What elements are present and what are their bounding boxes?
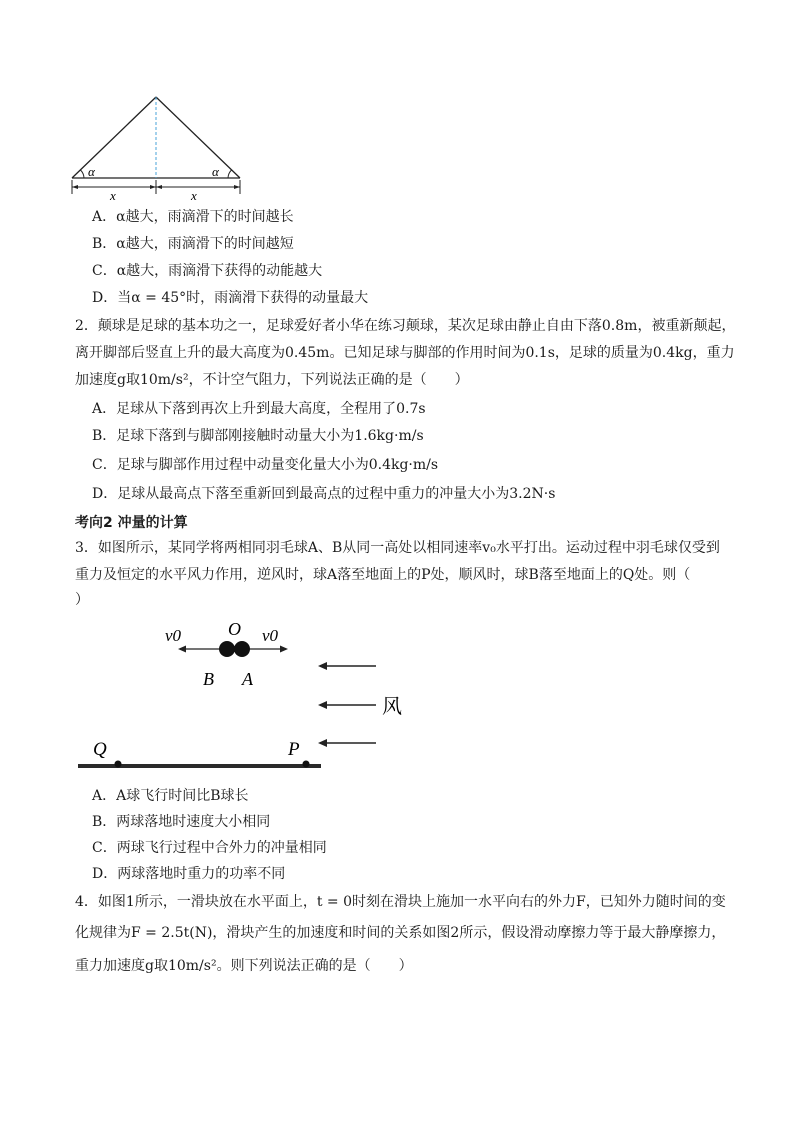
- q3-option-c: C．两球飞行过程中合外力的冲量相同: [92, 840, 327, 856]
- point-p: [303, 761, 310, 768]
- ball-a: [234, 641, 250, 657]
- q2-option-c: C．足球与脚部作用过程中动量变化量大小为0.4kg·m/s: [92, 457, 439, 473]
- velocity-label-right: v0: [262, 626, 279, 645]
- q2-stem-line1: 2．颠球是足球的基本功之一，足球爱好者小华在练习颠球，某次足球由静止自由下落0.8m，被重新颠起，: [75, 318, 736, 334]
- point-q: [115, 761, 122, 768]
- angle-arc-right: [228, 170, 232, 178]
- q2-option-a: A．足球从下落到再次上升到最大高度，全程用了0.7s: [92, 401, 426, 417]
- ball-b: [219, 641, 235, 657]
- wind-arrowhead-3: [318, 739, 327, 747]
- q4-stem-line3: 重力加速度g取10m/s²。则下列说法正确的是（ ）: [75, 958, 413, 974]
- dim-arrow: [156, 185, 162, 189]
- q2-option-b: B．足球下落到与脚部刚接触时动量大小为1.6kg·m/s: [92, 428, 424, 444]
- q3-stem-line2: 重力及恒定的水平风力作用，逆风时，球A落至地面上的P处，顺风时，球B落至地面上的Q处。则（: [75, 567, 691, 583]
- ball-b-label: B: [203, 669, 214, 689]
- q3-option-a: A．A球飞行时间比B球长: [92, 788, 249, 804]
- q1-option-a: A．α越大，雨滴滑下的时间越长: [92, 209, 294, 225]
- roof-figure: [0, 0, 800, 200]
- origin-label: O: [228, 619, 241, 639]
- point-q-label: Q: [93, 739, 107, 760]
- q1-option-b: B．α越大，雨滴滑下的时间越短: [92, 236, 294, 252]
- velocity-arrowhead-right: [280, 646, 288, 653]
- q4-stem-line1: 4．如图1所示，一滑块放在水平面上，t = 0时刻在滑块上施加一水平向右的外力F，已知外力随时间的变: [75, 894, 726, 910]
- angle-arc-left: [81, 170, 85, 178]
- dim-arrow: [72, 185, 78, 189]
- roof-left-edge: [72, 97, 156, 178]
- velocity-label-left: v0: [165, 626, 182, 645]
- q2-stem-line3: 加速度g取10m/s²，不计空气阻力，下列说法正确的是（ ）: [75, 372, 469, 388]
- velocity-arrowhead-left: [178, 646, 186, 653]
- q3-option-b: B．两球落地时速度大小相同: [92, 814, 271, 830]
- q4-stem-line2: 化规律为F = 2.5t(N)，滑块产生的加速度和时间的关系如图2所示，假设滑动摩擦力等于最大静摩擦力，: [75, 925, 726, 941]
- dim-label-left: x: [110, 188, 116, 200]
- angle-label-left: α: [88, 164, 95, 179]
- point-p-label: P: [288, 739, 300, 760]
- wind-label: 风: [382, 694, 402, 718]
- wind-arrowhead-2: [318, 701, 327, 709]
- q3-stem-line3: ）: [75, 592, 89, 608]
- q2-option-d: D．足球从最高点下落至重新回到最高点的过程中重力的冲量大小为3.2N·s: [92, 486, 556, 502]
- dim-label-right: x: [191, 188, 197, 200]
- ground: [78, 764, 321, 768]
- roof-right-edge: [156, 97, 240, 178]
- dim-arrow: [150, 185, 156, 189]
- q1-option-d: D．当α = 45°时，雨滴滑下获得的动量最大: [92, 290, 369, 306]
- dim-arrow: [234, 185, 240, 189]
- wind-figure: [0, 615, 800, 775]
- q2-stem-line2: 离开脚部后竖直上升的最大高度为0.45m。已知足球与脚部的作用时间为0.1s，足球的质量为0.4kg，重力: [75, 345, 735, 361]
- q3-option-d: D．两球落地时重力的功率不同: [92, 866, 286, 882]
- section-heading: 考向2 冲量的计算: [75, 515, 188, 531]
- q1-option-c: C．α越大，雨滴滑下获得的动能越大: [92, 263, 323, 279]
- ball-a-label: A: [242, 669, 253, 689]
- wind-arrowhead-1: [318, 662, 327, 670]
- q3-stem-line1: 3．如图所示，某同学将两相同羽毛球A、B从同一高处以相同速率v₀水平打出。运动过程中羽毛球仅受到: [75, 540, 720, 556]
- angle-label-right: α: [212, 164, 219, 179]
